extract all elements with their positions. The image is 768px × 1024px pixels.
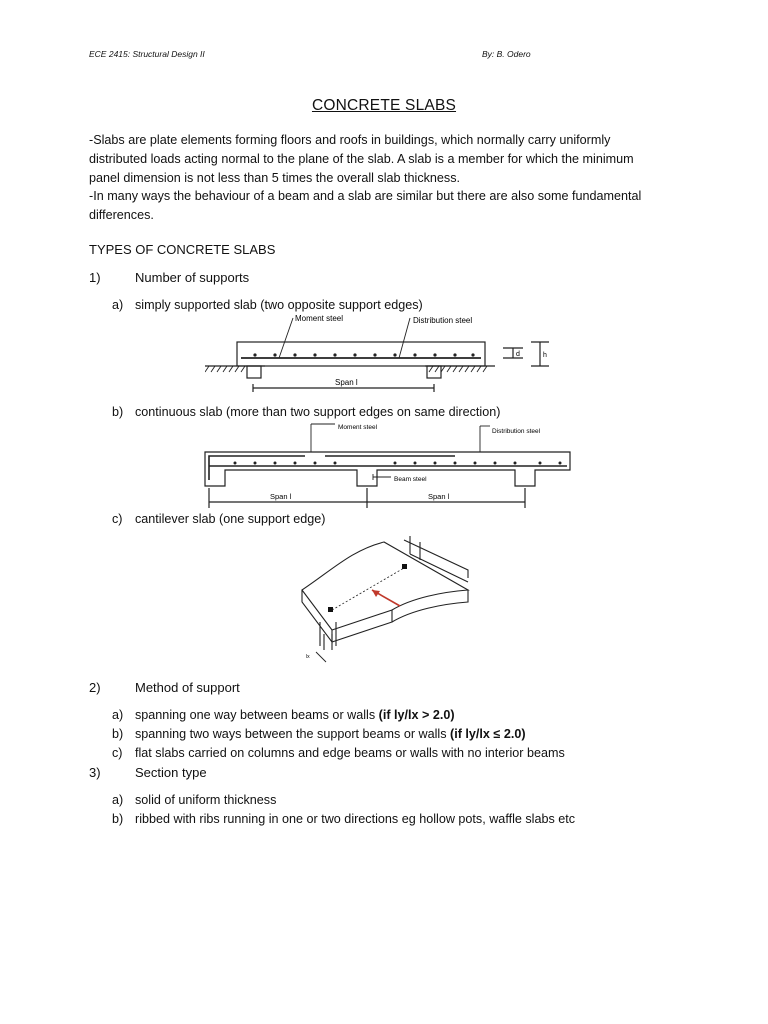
list-item [112, 812, 575, 826]
item-letter: b) [112, 727, 124, 741]
span-label: Span l [428, 492, 450, 501]
page-title: CONCRETE SLABS [311, 97, 457, 114]
span-label: Span l [335, 378, 358, 387]
support-point-left [328, 607, 333, 612]
item-letter: b) [112, 812, 124, 826]
cantilever-slab-figure [292, 530, 478, 666]
item-text: simply supported slab (two opposite support edges) [135, 298, 423, 312]
intro-line: differences. [89, 208, 154, 223]
item-text: flat slabs carried on columns and edge beams or walls with no interior beams [135, 746, 565, 760]
moment-steel-label: Moment steel [338, 424, 378, 431]
intro-line: -In many ways the behaviour of a beam and a slab are similar but there are also some fundamental [89, 189, 642, 204]
lx-label: lx [306, 654, 310, 660]
types-heading: TYPES OF CONCRETE SLABS [89, 242, 276, 257]
item-text: ribbed with ribs running in one or two directions eg hollow pots, waffle slabs etc [135, 812, 576, 826]
item-letter: a) [112, 708, 124, 722]
slab-outline [205, 452, 570, 486]
list-item [112, 298, 423, 312]
intro-line: -Slabs are plate elements forming floors and roofs in buildings, which normally carry uniformly [89, 133, 611, 147]
left-support [247, 366, 261, 378]
item-letter: c) [112, 512, 123, 526]
item-text: spanning two ways between the support beams or walls [135, 727, 447, 741]
slab-edge-left [302, 590, 332, 642]
lx-arrow [316, 652, 326, 662]
item-condition: (if ly/lx ≤ 2.0) [450, 727, 526, 741]
intro-line: panel dimension is not less than 5 times the overall slab thickness. [89, 170, 461, 185]
h-label: h [543, 352, 547, 359]
continuous-slab-figure [195, 422, 580, 508]
section-number: 3) [89, 765, 101, 780]
section-label: Number of supports [135, 270, 250, 285]
moment-leader [279, 318, 293, 358]
item-text: cantilever slab (one support edge) [135, 512, 326, 526]
slab-edge-right [392, 590, 468, 622]
item-letter: a) [112, 793, 124, 807]
distribution-leader [399, 318, 410, 358]
slab-top-surface [302, 542, 468, 630]
list-item [112, 746, 565, 760]
support-point-right [402, 564, 407, 569]
list-item [112, 727, 526, 741]
moment-steel-left [209, 456, 305, 480]
item-letter: a) [112, 298, 124, 312]
header-course: ECE 2415: Structural Design II [89, 49, 205, 59]
item-condition: (if ly/lx > 2.0) [378, 708, 455, 722]
span-label: Span l [270, 492, 292, 501]
item-text: spanning one way between beams or walls [135, 708, 376, 722]
list-item [112, 793, 276, 807]
beam-steel-label: Beam steel [394, 476, 427, 483]
slab-edge-front [332, 610, 392, 642]
section-label: Method of support [135, 680, 240, 695]
distribution-steel-label: Distribution steel [492, 428, 541, 435]
header-author: By: B. Odero [482, 49, 531, 59]
list-item [112, 512, 325, 526]
list-item [112, 708, 455, 722]
item-text: continuous slab (more than two support edges on same direction) [135, 405, 501, 419]
distribution-steel-label: Distribution steel [413, 316, 473, 325]
distribution-bars [253, 353, 474, 356]
d-label: d [516, 351, 520, 358]
section-number: 2) [89, 680, 101, 695]
simply-supported-slab-figure [205, 312, 565, 402]
intro-line: distributed loads acting normal to the plane of the slab. A slab is a member for which the minimum [89, 151, 634, 166]
section-label: Section type [135, 765, 207, 780]
section-number: 1) [89, 270, 101, 285]
intro-paragraph [89, 131, 689, 225]
support-line [332, 568, 404, 610]
item-letter: b) [112, 405, 124, 419]
item-letter: c) [112, 746, 123, 760]
distribution-bars [234, 462, 562, 465]
item-text: solid of uniform thickness [135, 793, 277, 807]
moment-steel-label: Moment steel [295, 314, 344, 323]
list-item [112, 405, 500, 419]
